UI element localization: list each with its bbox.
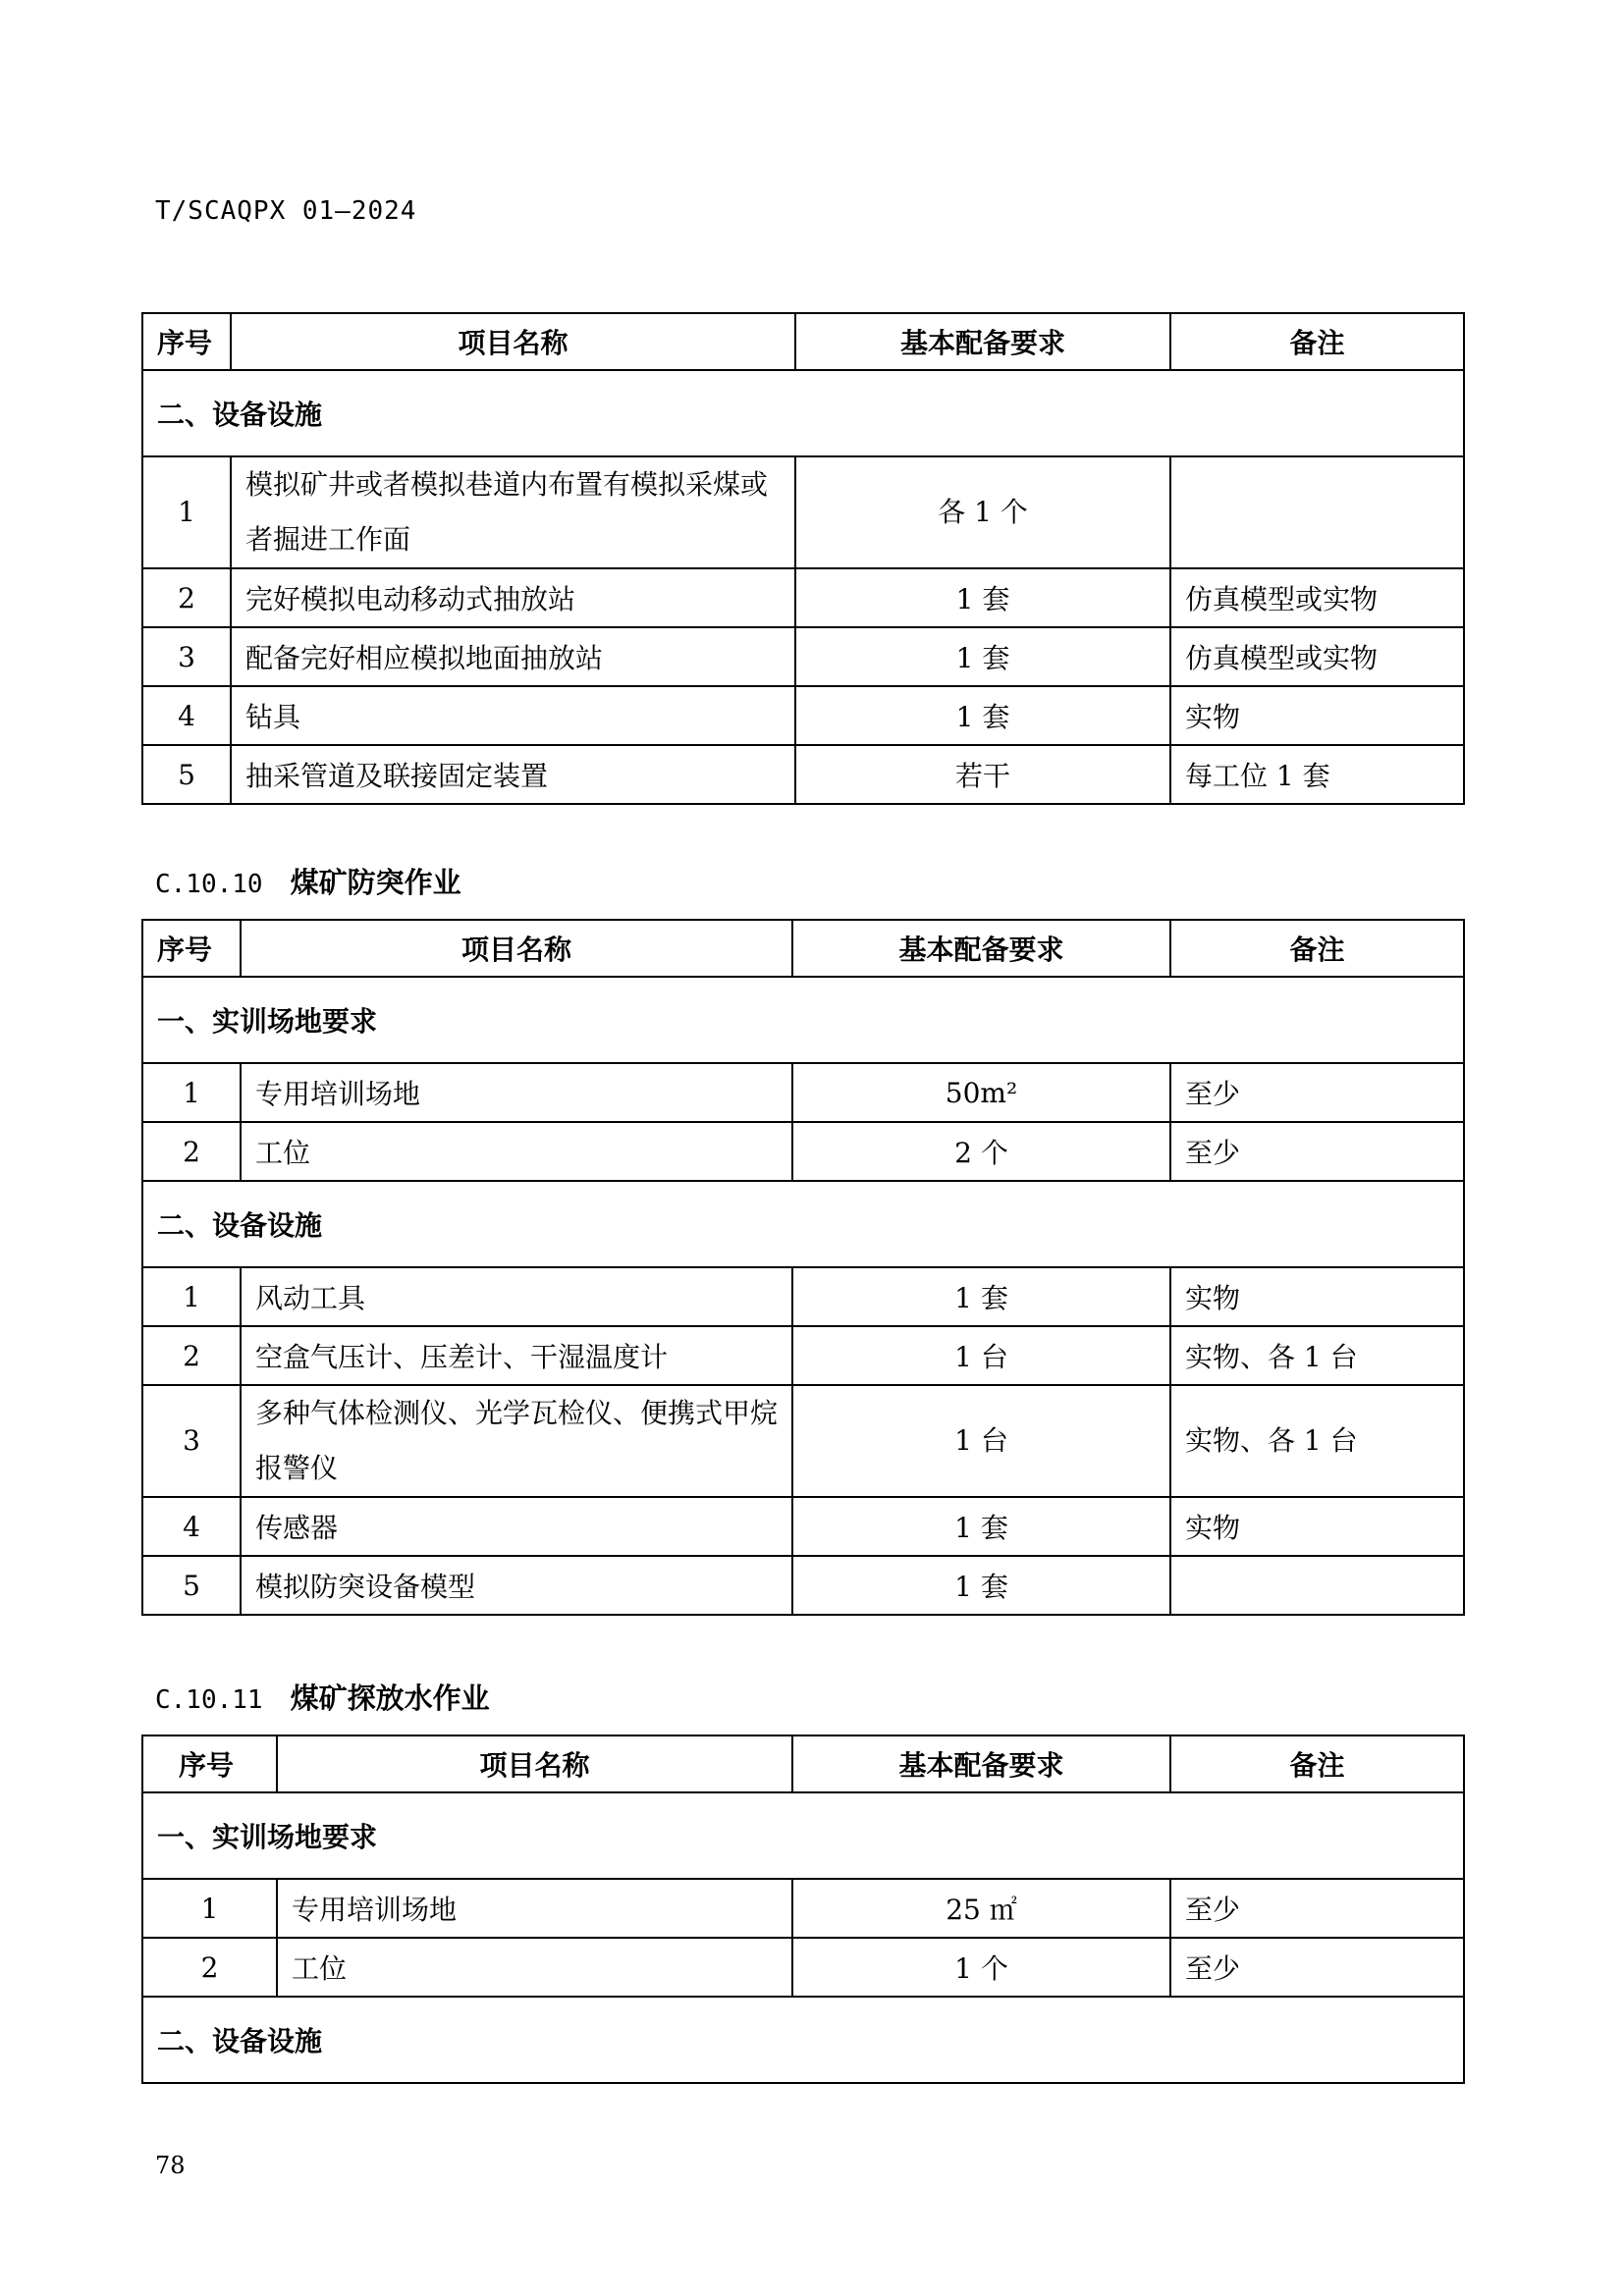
col-name: 项目名称 [231,313,795,370]
cell-seq: 2 [142,568,231,627]
table-outburst-prevention [141,919,1465,1616]
cell-seq: 5 [142,745,231,804]
cell-seq: 2 [142,1326,241,1385]
cell-seq: 1 [142,1267,241,1326]
cell-note: 实物 [1170,1267,1464,1326]
cell-seq: 3 [142,627,231,686]
cell-req: 1 套 [792,1556,1170,1615]
cell-note: 至少 [1170,1879,1464,1938]
group-equipment: 二、设备设施 [142,370,1464,456]
cell-note: 实物 [1170,686,1464,745]
cell-name: 配备完好相应模拟地面抽放站 [231,627,795,686]
cell-seq: 3 [142,1385,241,1497]
col-note: 备注 [1170,920,1464,977]
table-row [142,1267,1464,1326]
cell-note: 实物、各 1 台 [1170,1385,1464,1497]
cell-note: 至少 [1170,1122,1464,1181]
table-row [142,1122,1464,1181]
col-req: 基本配备要求 [792,920,1170,977]
col-req: 基本配备要求 [795,313,1170,370]
cell-seq: 5 [142,1556,241,1615]
group-row [142,1997,1464,2083]
cell-seq: 4 [142,1497,241,1556]
cell-req: 1 台 [792,1385,1170,1497]
cell-req: 50m² [792,1063,1170,1122]
cell-req: 若干 [795,745,1170,804]
table-row [142,1879,1464,1938]
table-row [142,627,1464,686]
table-row [142,568,1464,627]
table-row [142,1326,1464,1385]
cell-req: 1 台 [792,1326,1170,1385]
group-site: 一、实训场地要求 [142,977,1464,1063]
table-row [142,456,1464,568]
cell-req: 1 套 [795,627,1170,686]
table-row [142,1497,1464,1556]
cell-req: 1 套 [792,1267,1170,1326]
section-title-text: 煤矿防突作业 [290,866,461,899]
table-row [142,1556,1464,1615]
col-name: 项目名称 [277,1735,792,1792]
group-equipment: 二、设备设施 [142,1181,1464,1267]
cell-note: 实物 [1170,1497,1464,1556]
page-number: 78 [155,2152,186,2179]
cell-name: 专用培训场地 [277,1879,792,1938]
col-seq: 序号 [142,313,231,370]
cell-note: 每工位 1 套 [1170,745,1464,804]
col-req: 基本配备要求 [792,1735,1170,1792]
table-row [142,745,1464,804]
group-row [142,1181,1464,1267]
cell-name: 抽采管道及联接固定装置 [231,745,795,804]
cell-note: 至少 [1170,1063,1464,1122]
cell-req: 2 个 [792,1122,1170,1181]
standard-code: T/SCAQPX 01—2024 [155,196,417,226]
group-equipment: 二、设备设施 [142,1997,1464,2083]
cell-name: 模拟防突设备模型 [241,1556,792,1615]
group-site: 一、实训场地要求 [142,1792,1464,1879]
cell-req: 1 套 [795,568,1170,627]
group-row [142,1792,1464,1879]
table-header-row [142,920,1464,977]
cell-seq: 1 [142,1879,277,1938]
cell-req: 各 1 个 [795,456,1170,568]
cell-req: 1 个 [792,1938,1170,1997]
group-row [142,977,1464,1063]
cell-seq: 1 [142,1063,241,1122]
table-water-exploration [141,1735,1465,2084]
cell-note: 仿真模型或实物 [1170,568,1464,627]
cell-note: 至少 [1170,1938,1464,1997]
cell-note: 仿真模型或实物 [1170,627,1464,686]
section-number: C.10.11 [155,1685,263,1715]
col-note: 备注 [1170,1735,1464,1792]
group-row [142,370,1464,456]
cell-name: 钻具 [231,686,795,745]
section-title-text: 煤矿探放水作业 [290,1682,490,1715]
cell-seq: 4 [142,686,231,745]
cell-name: 专用培训场地 [241,1063,792,1122]
cell-seq: 1 [142,456,231,568]
cell-name: 风动工具 [241,1267,792,1326]
table-row [142,1938,1464,1997]
cell-name: 模拟矿井或者模拟巷道内布置有模拟采煤或者掘进工作面 [231,456,795,568]
table-row [142,686,1464,745]
col-seq: 序号 [142,920,241,977]
section-title-c1011 [155,1677,490,1717]
cell-req: 1 套 [792,1497,1170,1556]
cell-name: 空盒气压计、压差计、干湿温度计 [241,1326,792,1385]
cell-name: 传感器 [241,1497,792,1556]
cell-name: 多种气体检测仪、光学瓦检仪、便携式甲烷报警仪 [241,1385,792,1497]
cell-name: 完好模拟电动移动式抽放站 [231,568,795,627]
cell-name: 工位 [241,1122,792,1181]
cell-seq: 2 [142,1122,241,1181]
cell-seq: 2 [142,1938,277,1997]
cell-note [1170,456,1464,568]
section-title-c1010 [155,861,461,901]
cell-note: 实物、各 1 台 [1170,1326,1464,1385]
col-name: 项目名称 [241,920,792,977]
col-note: 备注 [1170,313,1464,370]
cell-note [1170,1556,1464,1615]
cell-name: 工位 [277,1938,792,1997]
table-row [142,1385,1464,1497]
table-row [142,1063,1464,1122]
table-header-row [142,313,1464,370]
table-header-row [142,1735,1464,1792]
cell-req: 1 套 [795,686,1170,745]
section-number: C.10.10 [155,870,263,899]
cell-req: 25 ㎡ [792,1879,1170,1938]
col-seq: 序号 [142,1735,277,1792]
table-gas-drainage-continued [141,312,1465,805]
